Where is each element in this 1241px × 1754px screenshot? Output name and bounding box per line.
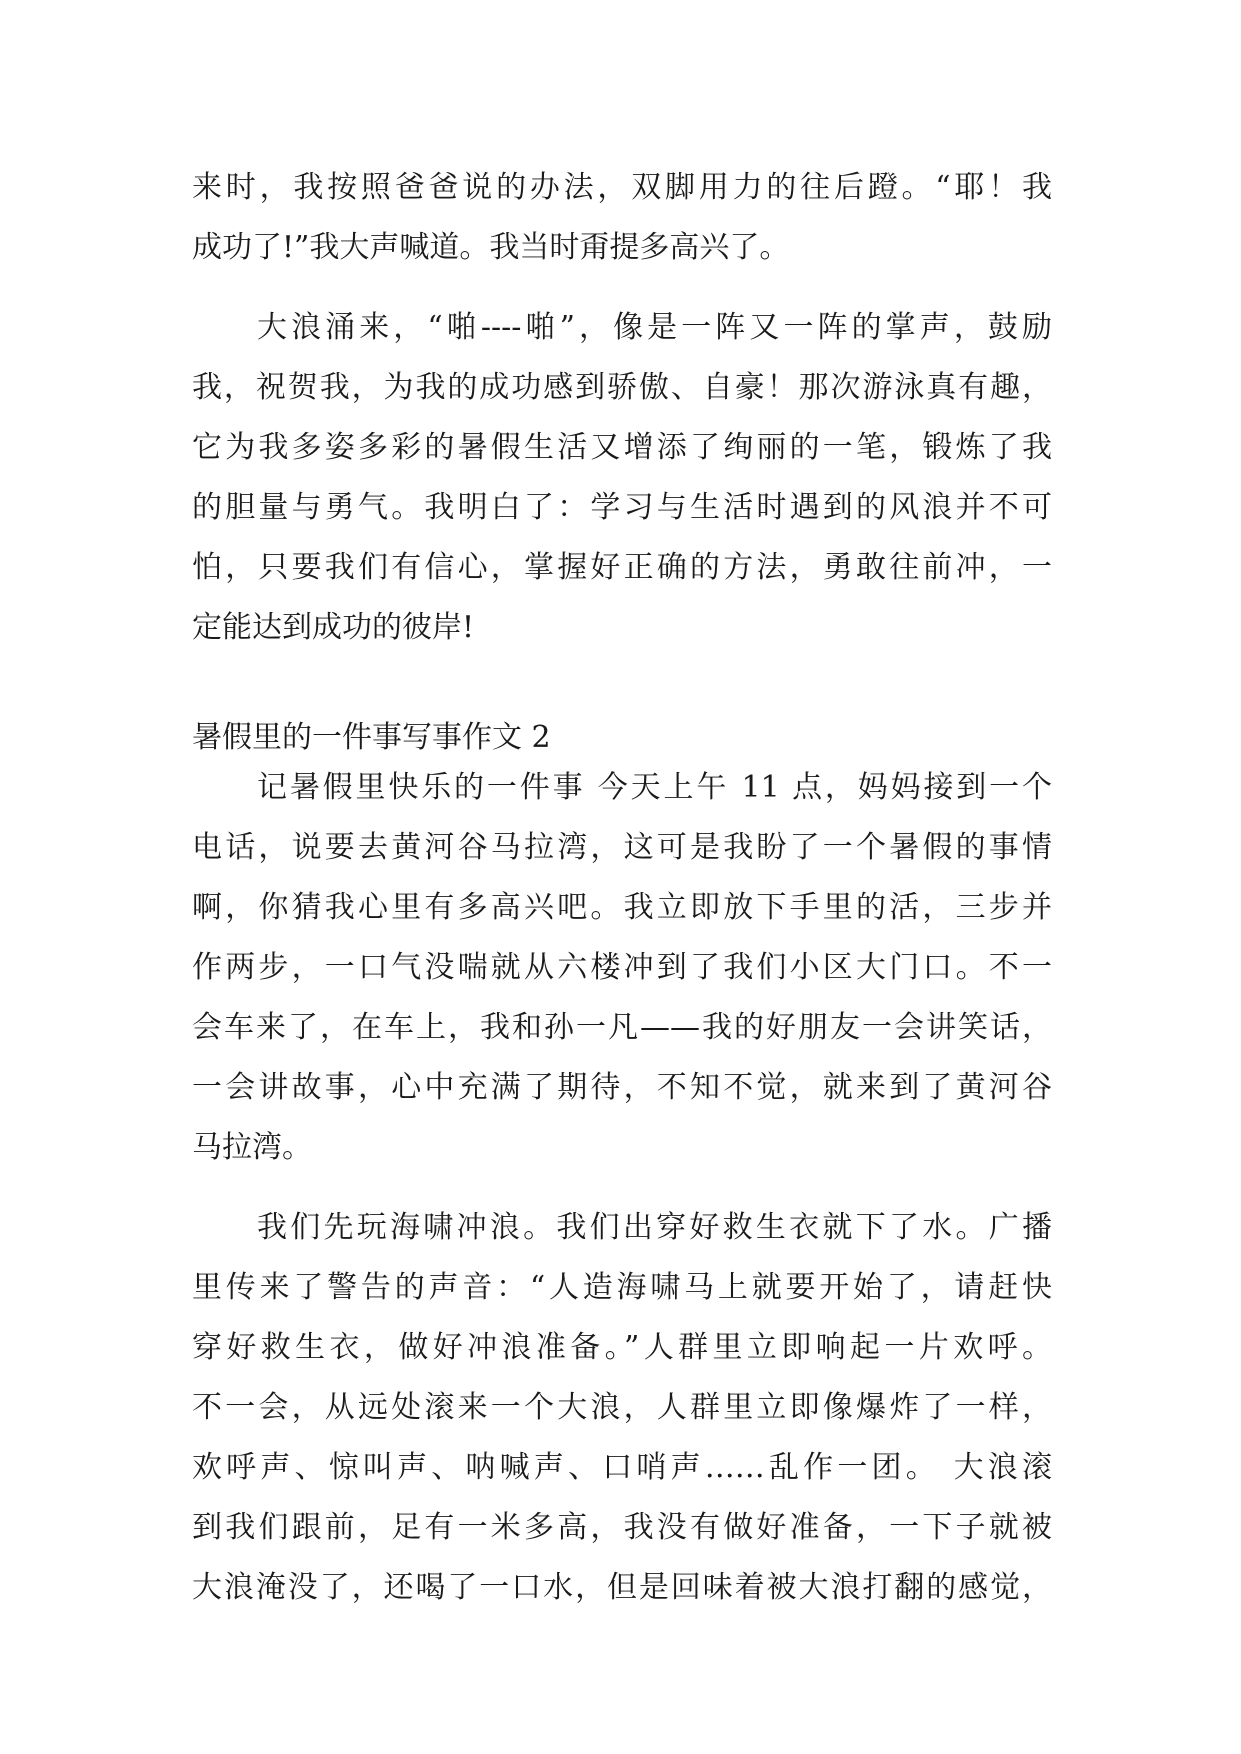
text-line: 记暑假里快乐的一件事 今天上午 11 点，妈妈接到一个 <box>257 770 1052 805</box>
text-line: 成功了!”我大声喊道。我当时甭提多高兴了。 <box>192 230 790 265</box>
text-line: 电话，说要去黄河谷马拉湾，这可是我盼了一个暑假的事情 <box>192 830 1052 865</box>
text-line: 会车来了，在车上，我和孙一凡——我的好朋友一会讲笑话， <box>192 1010 1052 1045</box>
text-line: 定能达到成功的彼岸! <box>192 610 475 645</box>
text-line: 来时，我按照爸爸说的办法，双脚用力的往后蹬。“耶！我 <box>192 170 1052 205</box>
text-line: 到我们跟前，足有一米多高，我没有做好准备，一下子就被 <box>192 1510 1052 1545</box>
text-line: 作两步，一口气没喘就从六楼冲到了我们小区大门口。不一 <box>192 950 1052 985</box>
text-line: 它为我多姿多彩的暑假生活又增添了绚丽的一笔，锻炼了我 <box>192 430 1052 465</box>
text-line: 的胆量与勇气。我明白了：学习与生活时遇到的风浪并不可 <box>192 490 1052 525</box>
text-line: 穿好救生衣，做好冲浪准备。”人群里立即响起一片欢呼。 <box>192 1330 1052 1365</box>
text-line: 马拉湾。 <box>192 1130 312 1165</box>
text-line: 啊，你猜我心里有多高兴吧。我立即放下手里的活，三步并 <box>192 890 1052 925</box>
text-line: 大浪淹没了，还喝了一口水，但是回味着被大浪打翻的感觉， <box>192 1570 1052 1605</box>
text-line: 里传来了警告的声音：“人造海啸马上就要开始了，请赶快 <box>192 1270 1052 1305</box>
text-line: 怕，只要我们有信心，掌握好正确的方法，勇敢往前冲，一 <box>192 550 1052 585</box>
text-line: 不一会，从远处滚来一个大浪，人群里立即像爆炸了一样， <box>192 1390 1052 1425</box>
text-line: 大浪涌来，“啪----啪”，像是一阵又一阵的掌声，鼓励 <box>257 310 1052 345</box>
section-heading: 暑假里的一件事写事作文 2 <box>192 720 551 755</box>
text-line: 我们先玩海啸冲浪。我们出穿好救生衣就下了水。广播 <box>257 1210 1052 1245</box>
text-line: 欢呼声、惊叫声、呐喊声、口哨声……乱作一团。 大浪滚 <box>192 1450 1052 1485</box>
text-line: 一会讲故事，心中充满了期待，不知不觉，就来到了黄河谷 <box>192 1070 1052 1105</box>
text-line: 我，祝贺我，为我的成功感到骄傲、自豪！那次游泳真有趣， <box>192 370 1052 405</box>
